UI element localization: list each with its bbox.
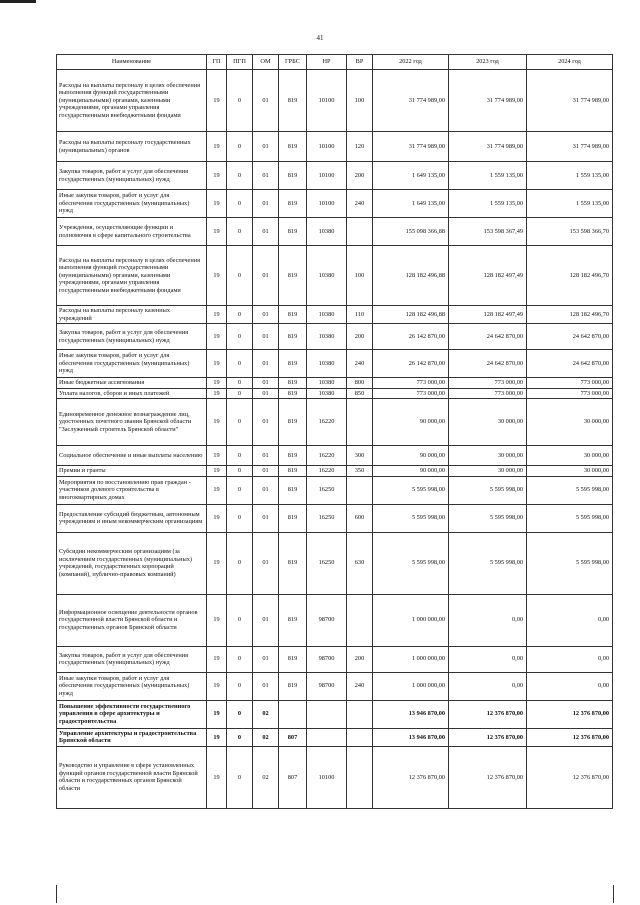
row-2022-cell: 128 182 496,88	[373, 246, 449, 306]
table-row	[57, 70, 613, 132]
row-om-cell: 01	[253, 388, 279, 399]
row-2022-cell: 5 595 998,00	[373, 504, 449, 532]
row-pgp-cell: 0	[227, 466, 253, 477]
row-om-cell: 02	[253, 700, 279, 728]
table-row	[57, 378, 613, 389]
row-om-cell: 01	[253, 476, 279, 504]
row-2023-cell: 30 000,00	[449, 446, 527, 466]
row-gp-cell: 19	[207, 70, 227, 132]
row-nr-cell: 10380	[307, 218, 347, 246]
row-nr-cell: 10100	[307, 190, 347, 218]
row-2022-cell: 90 000,00	[373, 446, 449, 466]
table-row	[57, 162, 613, 190]
row-grbs-cell: 819	[279, 646, 307, 672]
row-2024-cell: 0,00	[527, 672, 613, 700]
table-row	[57, 218, 613, 246]
row-pgp-cell: 0	[227, 190, 253, 218]
row-pgp-cell: 0	[227, 162, 253, 190]
row-pgp-cell: 0	[227, 646, 253, 672]
header-2024: 2024 год	[527, 55, 613, 70]
row-pgp-cell: 0	[227, 728, 253, 746]
row-gp-cell: 19	[207, 350, 227, 378]
row-nr-cell: 16250	[307, 532, 347, 594]
row-2022-cell: 5 595 998,00	[373, 532, 449, 594]
row-vr-cell	[347, 218, 373, 246]
row-2023-cell: 0,00	[449, 672, 527, 700]
header-nr: НР	[307, 55, 347, 70]
row-2022-cell: 773 000,00	[373, 378, 449, 389]
row-pgp-cell: 0	[227, 746, 253, 808]
row-2023-cell: 1 559 135,00	[449, 190, 527, 218]
row-nr-cell: 10380	[307, 388, 347, 399]
row-vr-cell: 850	[347, 388, 373, 399]
row-om-cell: 01	[253, 399, 279, 446]
table-row	[57, 672, 613, 700]
row-2023-cell: 0,00	[449, 594, 527, 646]
row-2024-cell: 12 376 870,00	[527, 700, 613, 728]
row-vr-cell: 120	[347, 132, 373, 162]
row-pgp-cell: 0	[227, 324, 253, 350]
row-grbs-cell: 819	[279, 190, 307, 218]
table-body	[57, 70, 613, 809]
row-2022-cell: 90 000,00	[373, 466, 449, 477]
row-2024-cell: 153 598 366,70	[527, 218, 613, 246]
row-gp-cell: 19	[207, 388, 227, 399]
row-nr-cell: 10100	[307, 70, 347, 132]
row-2023-cell: 5 595 998,00	[449, 504, 527, 532]
row-gp-cell: 19	[207, 399, 227, 446]
row-name-cell: Руководство и управление в сфере установленных функций органов государственной власти Брянской области и государственных органов Брянской области	[57, 746, 207, 808]
row-2022-cell: 31 774 989,00	[373, 70, 449, 132]
row-2023-cell: 12 376 870,00	[449, 746, 527, 808]
row-gp-cell: 19	[207, 476, 227, 504]
row-pgp-cell: 0	[227, 446, 253, 466]
row-grbs-cell	[279, 700, 307, 728]
row-name-cell: Закупка товаров, работ и услуг для обеспечения государственных (муниципальных) нужд	[57, 162, 207, 190]
row-grbs-cell: 819	[279, 218, 307, 246]
row-2024-cell: 31 774 989,00	[527, 132, 613, 162]
row-2022-cell: 31 774 989,00	[373, 132, 449, 162]
row-nr-cell	[307, 728, 347, 746]
row-2022-cell: 1 000 000,00	[373, 672, 449, 700]
table-row	[57, 388, 613, 399]
row-pgp-cell: 0	[227, 532, 253, 594]
header-om: ОМ	[253, 55, 279, 70]
row-pgp-cell: 0	[227, 594, 253, 646]
row-pgp-cell: 0	[227, 399, 253, 446]
row-om-cell: 01	[253, 504, 279, 532]
row-2024-cell: 31 774 989,00	[527, 70, 613, 132]
row-2023-cell: 24 642 870,00	[449, 324, 527, 350]
row-2024-cell: 24 642 870,00	[527, 350, 613, 378]
row-vr-cell	[347, 700, 373, 728]
row-nr-cell: 10380	[307, 246, 347, 306]
row-2024-cell: 773 000,00	[527, 388, 613, 399]
row-vr-cell: 600	[347, 504, 373, 532]
row-name-cell: Иные закупки товаров, работ и услуг для обеспечения государственных (муниципальных) нужд	[57, 350, 207, 378]
row-vr-cell: 350	[347, 466, 373, 477]
row-gp-cell: 19	[207, 466, 227, 477]
row-nr-cell: 16220	[307, 399, 347, 446]
row-2022-cell: 1 649 135,00	[373, 162, 449, 190]
row-om-cell: 01	[253, 446, 279, 466]
row-gp-cell: 19	[207, 246, 227, 306]
row-name-cell: Иные закупки товаров, работ и услуг для обеспечения государственных (муниципальных) нужд	[57, 672, 207, 700]
row-grbs-cell: 807	[279, 728, 307, 746]
row-pgp-cell: 0	[227, 218, 253, 246]
header-gp: ГП	[207, 55, 227, 70]
row-pgp-cell: 0	[227, 246, 253, 306]
row-nr-cell: 98700	[307, 672, 347, 700]
row-2024-cell: 128 182 496,70	[527, 306, 613, 324]
row-name-cell: Информационное освещение деятельности органов государственной власти Брянской области и государственных органов Брянской области	[57, 594, 207, 646]
header-2023: 2023 год	[449, 55, 527, 70]
table-row	[57, 132, 613, 162]
table-row	[57, 190, 613, 218]
row-2023-cell: 128 182 497,49	[449, 246, 527, 306]
row-grbs-cell: 819	[279, 672, 307, 700]
row-om-cell: 01	[253, 162, 279, 190]
row-grbs-cell: 819	[279, 399, 307, 446]
row-2023-cell: 128 182 497,49	[449, 306, 527, 324]
header-pgp: ПГП	[227, 55, 253, 70]
row-nr-cell: 10380	[307, 350, 347, 378]
row-om-cell: 01	[253, 218, 279, 246]
row-grbs-cell: 819	[279, 476, 307, 504]
row-vr-cell: 240	[347, 350, 373, 378]
row-nr-cell: 10380	[307, 306, 347, 324]
row-2023-cell: 5 595 998,00	[449, 476, 527, 504]
row-gp-cell: 19	[207, 378, 227, 389]
row-vr-cell: 100	[347, 246, 373, 306]
row-name-cell: Расходы на выплаты персоналу в целях обеспечения выполнения функций государственными (муниципальными) органами, казенными учреждениями, органами управления государственными внебюджетными фондами	[57, 246, 207, 306]
row-pgp-cell: 0	[227, 306, 253, 324]
row-om-cell: 02	[253, 746, 279, 808]
row-nr-cell	[307, 700, 347, 728]
row-grbs-cell: 819	[279, 246, 307, 306]
row-2024-cell: 30 000,00	[527, 446, 613, 466]
row-2022-cell: 1 000 000,00	[373, 646, 449, 672]
row-vr-cell	[347, 728, 373, 746]
row-nr-cell: 98700	[307, 646, 347, 672]
row-2022-cell: 26 142 870,00	[373, 324, 449, 350]
table-row	[57, 466, 613, 477]
row-grbs-cell: 819	[279, 466, 307, 477]
page-number: 41	[316, 34, 324, 42]
table-row	[57, 350, 613, 378]
row-vr-cell: 200	[347, 162, 373, 190]
row-2023-cell: 12 376 870,00	[449, 728, 527, 746]
row-nr-cell: 16220	[307, 466, 347, 477]
row-name-cell: Субсидии некоммерческим организациям (за исключением государственных (муниципальных) учреждений, государственных корпораций (компаний), публично-правовых компаний)	[57, 532, 207, 594]
row-nr-cell: 10380	[307, 378, 347, 389]
row-name-cell: Уплата налогов, сборов и иных платежей	[57, 388, 207, 399]
row-vr-cell: 300	[347, 446, 373, 466]
row-gp-cell: 19	[207, 728, 227, 746]
table-row	[57, 446, 613, 466]
row-grbs-cell: 819	[279, 70, 307, 132]
row-name-cell: Расходы на выплаты персоналу государственных (муниципальных) органов	[57, 132, 207, 162]
row-grbs-cell: 819	[279, 132, 307, 162]
row-grbs-cell: 819	[279, 306, 307, 324]
row-om-cell: 01	[253, 306, 279, 324]
row-2022-cell: 5 595 998,00	[373, 476, 449, 504]
row-name-cell: Учреждения, осуществляющие функции и полномочия в сфере капитального строительства	[57, 218, 207, 246]
row-gp-cell: 19	[207, 132, 227, 162]
budget-table-container	[56, 54, 612, 809]
row-gp-cell: 19	[207, 746, 227, 808]
row-nr-cell: 16250	[307, 476, 347, 504]
table-row	[57, 700, 613, 728]
table-header-row	[57, 55, 613, 70]
row-2022-cell: 1 000 000,00	[373, 594, 449, 646]
row-vr-cell: 200	[347, 646, 373, 672]
row-om-cell: 01	[253, 672, 279, 700]
table-row	[57, 246, 613, 306]
row-2023-cell: 1 559 135,00	[449, 162, 527, 190]
table-row	[57, 532, 613, 594]
row-2022-cell: 12 376 870,00	[373, 746, 449, 808]
row-pgp-cell: 0	[227, 350, 253, 378]
row-2024-cell: 128 182 496,70	[527, 246, 613, 306]
row-vr-cell	[347, 476, 373, 504]
row-pgp-cell: 0	[227, 132, 253, 162]
row-2024-cell: 1 559 135,00	[527, 190, 613, 218]
scan-edge-mark	[0, 0, 36, 3]
row-grbs-cell: 819	[279, 378, 307, 389]
header-grbs: ГРБС	[279, 55, 307, 70]
row-2022-cell: 1 649 135,00	[373, 190, 449, 218]
row-2024-cell: 1 559 135,00	[527, 162, 613, 190]
row-vr-cell	[347, 594, 373, 646]
header-2022: 2022 год	[373, 55, 449, 70]
row-gp-cell: 19	[207, 446, 227, 466]
row-2023-cell: 30 000,00	[449, 466, 527, 477]
row-nr-cell: 10100	[307, 132, 347, 162]
header-name: Наименование	[57, 55, 207, 70]
row-name-cell: Иные закупки товаров, работ и услуг для обеспечения государственных (муниципальных) нужд	[57, 190, 207, 218]
table-row	[57, 476, 613, 504]
row-gp-cell: 19	[207, 594, 227, 646]
row-2024-cell: 12 376 870,00	[527, 728, 613, 746]
row-name-cell: Иные бюджетные ассигнования	[57, 378, 207, 389]
row-gp-cell: 19	[207, 672, 227, 700]
row-om-cell: 01	[253, 646, 279, 672]
table-row	[57, 504, 613, 532]
row-grbs-cell: 819	[279, 162, 307, 190]
row-2023-cell: 153 598 367,49	[449, 218, 527, 246]
row-name-cell: Предоставление субсидий бюджетным, автономным учреждениям и иным некоммерческим организациям	[57, 504, 207, 532]
row-2023-cell: 773 000,00	[449, 378, 527, 389]
row-pgp-cell: 0	[227, 504, 253, 532]
row-pgp-cell: 0	[227, 476, 253, 504]
row-gp-cell: 19	[207, 162, 227, 190]
row-grbs-cell: 819	[279, 532, 307, 594]
row-om-cell: 01	[253, 594, 279, 646]
table-row	[57, 728, 613, 746]
row-grbs-cell: 819	[279, 594, 307, 646]
row-2022-cell: 13 946 870,00	[373, 728, 449, 746]
budget-table	[56, 54, 613, 809]
row-pgp-cell: 0	[227, 672, 253, 700]
row-om-cell: 01	[253, 350, 279, 378]
row-om-cell: 01	[253, 324, 279, 350]
row-2024-cell: 24 642 870,00	[527, 324, 613, 350]
row-vr-cell: 110	[347, 306, 373, 324]
row-om-cell: 01	[253, 532, 279, 594]
row-om-cell: 01	[253, 246, 279, 306]
row-2024-cell: 5 595 998,00	[527, 532, 613, 594]
row-grbs-cell: 819	[279, 388, 307, 399]
row-gp-cell: 19	[207, 532, 227, 594]
row-name-cell: Повышение эффективности государственного управления в сфере архитектуры и градостроительства	[57, 700, 207, 728]
row-name-cell: Единовременное денежное вознаграждение лиц, удостоенных почетного звания Брянской области "Заслуженный строитель Брянской области"	[57, 399, 207, 446]
row-vr-cell	[347, 399, 373, 446]
table-row	[57, 324, 613, 350]
row-om-cell: 01	[253, 466, 279, 477]
row-om-cell: 02	[253, 728, 279, 746]
row-nr-cell: 10100	[307, 162, 347, 190]
row-2022-cell: 128 182 496,88	[373, 306, 449, 324]
row-gp-cell: 19	[207, 646, 227, 672]
row-gp-cell: 19	[207, 504, 227, 532]
row-2022-cell: 13 946 870,00	[373, 700, 449, 728]
row-pgp-cell: 0	[227, 70, 253, 132]
row-2023-cell: 30 000,00	[449, 399, 527, 446]
row-om-cell: 01	[253, 378, 279, 389]
table-row	[57, 746, 613, 808]
row-2024-cell: 30 000,00	[527, 466, 613, 477]
row-om-cell: 01	[253, 132, 279, 162]
row-nr-cell: 10380	[307, 324, 347, 350]
row-vr-cell: 630	[347, 532, 373, 594]
row-2022-cell: 773 000,00	[373, 388, 449, 399]
row-2023-cell: 24 642 870,00	[449, 350, 527, 378]
row-nr-cell: 16250	[307, 504, 347, 532]
row-om-cell: 01	[253, 190, 279, 218]
row-pgp-cell: 0	[227, 378, 253, 389]
row-om-cell: 01	[253, 70, 279, 132]
table-row	[57, 306, 613, 324]
row-nr-cell: 10100	[307, 746, 347, 808]
table-row	[57, 399, 613, 446]
table-continuation-edge	[56, 885, 614, 903]
row-name-cell: Закупка товаров, работ и услуг для обеспечения государственных (муниципальных) нужд	[57, 646, 207, 672]
row-2024-cell: 0,00	[527, 594, 613, 646]
row-2024-cell: 30 000,00	[527, 399, 613, 446]
row-grbs-cell: 807	[279, 746, 307, 808]
row-2023-cell: 31 774 989,00	[449, 132, 527, 162]
row-grbs-cell: 819	[279, 446, 307, 466]
row-2023-cell: 773 000,00	[449, 388, 527, 399]
row-pgp-cell: 0	[227, 700, 253, 728]
row-2022-cell: 155 098 366,88	[373, 218, 449, 246]
row-2024-cell: 12 376 870,00	[527, 746, 613, 808]
row-vr-cell: 800	[347, 378, 373, 389]
row-grbs-cell: 819	[279, 504, 307, 532]
row-gp-cell: 19	[207, 324, 227, 350]
row-name-cell: Премии и гранты	[57, 466, 207, 477]
table-row	[57, 594, 613, 646]
row-2023-cell: 5 595 998,00	[449, 532, 527, 594]
row-2024-cell: 773 000,00	[527, 378, 613, 389]
row-vr-cell: 200	[347, 324, 373, 350]
row-nr-cell: 16220	[307, 446, 347, 466]
row-gp-cell: 19	[207, 218, 227, 246]
row-2024-cell: 5 595 998,00	[527, 504, 613, 532]
row-name-cell: Расходы на выплаты персоналу казенных учреждений	[57, 306, 207, 324]
row-gp-cell: 19	[207, 190, 227, 218]
row-2023-cell: 12 376 870,00	[449, 700, 527, 728]
row-2023-cell: 0,00	[449, 646, 527, 672]
row-vr-cell: 240	[347, 190, 373, 218]
header-vr: ВР	[347, 55, 373, 70]
row-2023-cell: 31 774 989,00	[449, 70, 527, 132]
row-gp-cell: 19	[207, 306, 227, 324]
row-pgp-cell: 0	[227, 388, 253, 399]
table-row	[57, 646, 613, 672]
row-vr-cell: 100	[347, 70, 373, 132]
row-vr-cell: 240	[347, 672, 373, 700]
row-name-cell: Мероприятия по восстановлению прав граждан - участников долевого строительства в многоквартирных домах	[57, 476, 207, 504]
row-2022-cell: 26 142 870,00	[373, 350, 449, 378]
row-grbs-cell: 819	[279, 324, 307, 350]
row-grbs-cell: 819	[279, 350, 307, 378]
row-name-cell: Социальное обеспечение и иные выплаты населению	[57, 446, 207, 466]
row-vr-cell	[347, 746, 373, 808]
row-name-cell: Закупка товаров, работ и услуг для обеспечения государственных (муниципальных) нужд	[57, 324, 207, 350]
row-name-cell: Расходы на выплаты персоналу в целях обеспечения выполнения функций государственными (муниципальными) органами, казенными учреждениями, органами управления государственными внебюджетными фондами	[57, 70, 207, 132]
row-2024-cell: 0,00	[527, 646, 613, 672]
row-2024-cell: 5 595 998,00	[527, 476, 613, 504]
row-nr-cell: 98700	[307, 594, 347, 646]
row-gp-cell: 19	[207, 700, 227, 728]
row-name-cell: Управление архитектуры и градостроительства Брянской области	[57, 728, 207, 746]
row-2022-cell: 90 000,00	[373, 399, 449, 446]
